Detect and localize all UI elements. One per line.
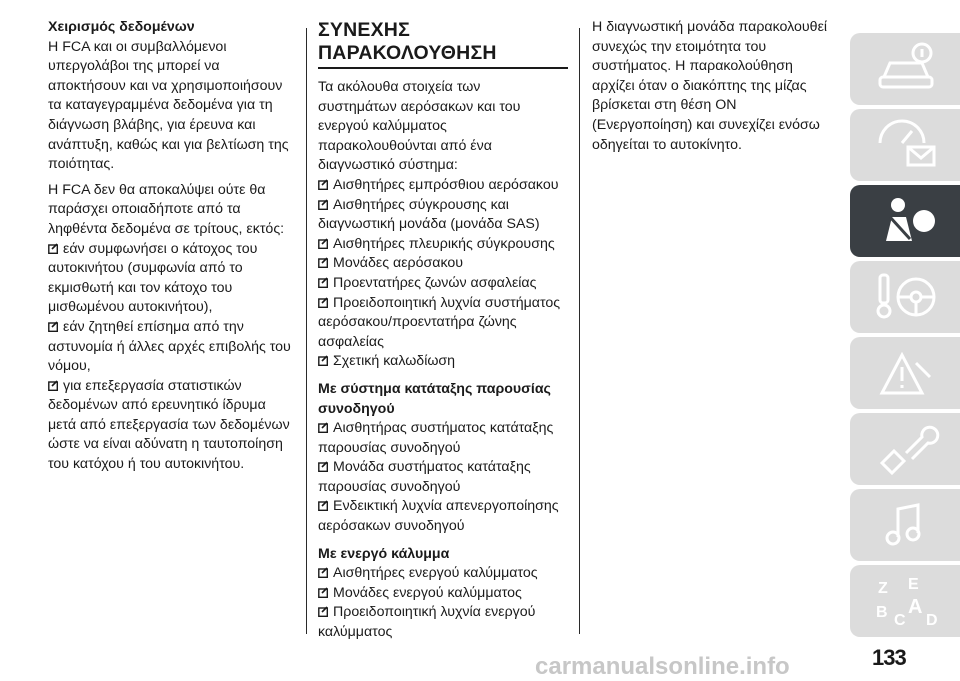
text-line: Η διαγνωστική μονάδα παρακολουθεί [592, 19, 828, 35]
text-line: ώστε να είναι αδύνατη η ταυτοποίηση [48, 436, 283, 453]
list-item [318, 603, 570, 642]
tab-index[interactable] [850, 565, 960, 637]
subheading-active-hood: Με ενεργό κάλυμμα [318, 545, 450, 562]
heading-underline [318, 67, 568, 69]
text-line: Προειδοποιητική λυχνία συστήματος [333, 294, 561, 311]
text-line: συστήματος. Η παρακολούθηση [592, 58, 793, 75]
text-line: Τα ακόλουθα στοιχεία των [318, 79, 481, 95]
text-line: αερόσακων συνοδηγού [318, 518, 465, 535]
text-line: αερόσακου/προεντατήρα ζώνης [318, 314, 517, 331]
text-line: ασφαλείας [318, 333, 384, 350]
bullet-item [48, 377, 298, 475]
text-line: εάν συμφωνήσει ο κάτοχος του [63, 240, 258, 257]
list-item [318, 352, 570, 372]
text-line: παρουσίας συνοδηγού [318, 478, 461, 495]
warning-road-icon [872, 343, 942, 403]
list-item [318, 196, 570, 235]
text-line: συνεχώς την ετοιμότητα του [592, 38, 767, 55]
text-line: υπεργολάβοι της μπορεί να [48, 58, 220, 75]
text-line: καλύμματος [318, 624, 393, 641]
checkbox-bullet-icon [318, 587, 330, 598]
svg-text:B: B [876, 604, 888, 621]
wrench-car-icon [872, 419, 942, 479]
text-line: οδηγείται το αυτοκίνητο. [592, 136, 742, 153]
text-line: Αισθητήρας συστήματος κατάταξης [333, 420, 554, 437]
text-line: αρχίζει όταν ο διακόπτης της μίζας [592, 77, 807, 94]
text-line: Η FCA και οι συμβαλλόμενοι [48, 38, 227, 55]
text-line: παράσχει οποιαδήποτε από τα [48, 201, 241, 218]
text-line: αστυνομία ή άλλες αρχές επιβολής του [48, 338, 291, 355]
text-line: δεδομένων από ερευνητικό ίδρυμα [48, 397, 266, 414]
alphabet-index-icon [872, 571, 942, 631]
checkbox-bullet-icon [318, 461, 330, 472]
text-line: Αισθητήρες ενεργού καλύμματος [333, 565, 538, 582]
checkbox-bullet-icon [48, 321, 60, 332]
text-line: ληφθέντα δεδομένα σε τρίτους, εκτός: [48, 220, 285, 237]
text-line: παρουσίας συνοδηγού [318, 439, 461, 456]
page-number: 133 [872, 645, 906, 670]
svg-text:Z: Z [878, 580, 888, 597]
text-line: εκμισθωτή και τον κάτοχο του [48, 279, 233, 296]
car-info-icon [872, 39, 942, 99]
list-item [318, 176, 570, 196]
text-line: παρακολουθούνται από ένα [318, 137, 492, 154]
text-line: Σχετική καλωδίωση [333, 353, 456, 370]
dashboard-mail-icon [872, 115, 942, 175]
text-line: μισθωμένου αυτοκινήτου), [48, 299, 213, 316]
text-line: αυτοκινήτου (συμφωνία από το [48, 260, 243, 277]
tab-safety[interactable] [850, 185, 960, 257]
text-line: συστημάτων αερόσακων και του [318, 98, 521, 115]
text-line: νόμου, [48, 358, 91, 375]
section-heading-line1: ΣΥΝΕΧΗΣ [318, 19, 410, 41]
checkbox-bullet-icon [318, 606, 330, 617]
checkbox-bullet-icon [318, 179, 330, 190]
tab-starting[interactable] [850, 261, 960, 333]
text-line: ανάπτυξη, καθώς και για βελτίωση της [48, 136, 289, 153]
text-line: (Ενεργοποίηση) και συνεχίζει ενόσω [592, 116, 820, 133]
bullet-item [48, 318, 298, 377]
column-middle [318, 18, 570, 643]
paragraph-data-use [48, 38, 298, 175]
section-title-data-handling: Χειρισμός δεδομένων [48, 19, 195, 35]
bullet-item [48, 240, 298, 318]
checkbox-bullet-icon [318, 297, 330, 308]
checkbox-bullet-icon [318, 238, 330, 249]
svg-text:A: A [908, 596, 923, 618]
text-line: Μονάδα συστήματος κατάταξης [333, 459, 531, 476]
list-item [318, 294, 570, 353]
tab-car-info[interactable] [850, 33, 960, 105]
watermark: carmanualsonline.info [535, 653, 790, 680]
text-line: Ενδεικτική λυχνία απενεργοποίησης [333, 498, 559, 515]
text-line: Αισθητήρες σύγκρουσης και [333, 196, 509, 213]
tab-emergency[interactable] [850, 337, 960, 409]
svg-text:D: D [926, 612, 938, 629]
svg-text:C: C [894, 612, 906, 629]
list-active-hood [318, 564, 570, 642]
text-line: συνοδηγού [318, 400, 395, 417]
text-line: τα καταγεγραμμένα δεδομένα για τη [48, 97, 273, 114]
checkbox-bullet-icon [48, 380, 60, 391]
text-line: μετά από επεξεργασία των δεδομένων [48, 416, 290, 433]
text-line: Προεντατήρες ζωνών ασφαλείας [333, 274, 537, 291]
svg-text:E: E [908, 576, 919, 593]
text-line: ενεργού καλύμματος [318, 118, 447, 135]
tab-dashboard[interactable] [850, 109, 960, 181]
text-line: Αισθητήρες εμπρόσθιου αερόσακου [333, 176, 559, 193]
text-line: εάν ζητηθεί επίσημα από την [63, 318, 244, 335]
list-occupant-classification [318, 419, 570, 537]
checkbox-bullet-icon [318, 199, 330, 210]
checkbox-bullet-icon [318, 500, 330, 511]
column-divider [579, 28, 580, 634]
checkbox-bullet-icon [318, 355, 330, 366]
column-right [592, 18, 842, 155]
paragraph-intro [318, 78, 570, 176]
list-item [318, 254, 570, 274]
checkbox-bullet-icon [318, 257, 330, 268]
text-line: βρίσκεται στη θέση ON [592, 97, 737, 114]
tab-multimedia[interactable] [850, 489, 960, 561]
subheading-occupant-classification [318, 380, 570, 419]
text-line: Μονάδες ενεργού καλύμματος [333, 584, 522, 601]
text-line: Προειδοποιητική λυχνία ενεργού [333, 604, 536, 621]
checkbox-bullet-icon [48, 243, 60, 254]
list-monitored-components [318, 176, 570, 372]
checkbox-bullet-icon [318, 422, 330, 433]
text-line: Με σύστημα κατάταξης παρουσίας [318, 380, 551, 397]
text-line: διαγνωστικό σύστημα: [318, 157, 458, 174]
list-item [318, 458, 570, 497]
chapter-tabs [850, 33, 960, 641]
column-left [48, 18, 298, 475]
section-heading-line2: ΠΑΡΑΚΟΛΟΥΘΗΣΗ [318, 42, 497, 64]
list-item [318, 274, 570, 294]
list-item [318, 497, 570, 536]
tab-maintenance[interactable] [850, 413, 960, 485]
text-line: Αισθητήρες πλευρικής σύγκρουσης [333, 235, 555, 252]
music-phone-icon [872, 495, 942, 555]
text-line: του κατόχου ή του αυτοκινήτου. [48, 456, 245, 473]
text-line: Η FCA δεν θα αποκαλύψει ούτε θα [48, 181, 266, 198]
checkbox-bullet-icon [318, 567, 330, 578]
list-item [318, 564, 570, 584]
airbag-seatbelt-icon [872, 191, 942, 251]
text-line: για επεξεργασία στατιστικών [63, 377, 242, 394]
paragraph-disclosure [48, 181, 298, 240]
list-item [318, 419, 570, 458]
text-line: αποκτήσουν και να χρησιμοποιήσουν [48, 77, 283, 94]
text-line: διάγνωση βλάβης, για έρευνα και [48, 116, 256, 133]
text-line: Μονάδες αερόσακου [333, 255, 464, 272]
list-item [318, 235, 570, 255]
key-steering-icon [872, 267, 942, 327]
checkbox-bullet-icon [318, 277, 330, 288]
paragraph-diagnostic-unit [592, 18, 842, 155]
list-item [318, 584, 570, 604]
text-line: διαγνωστική μονάδα (μονάδα SAS) [318, 216, 540, 233]
column-divider [306, 28, 307, 634]
text-line: ποιότητας. [48, 156, 115, 173]
